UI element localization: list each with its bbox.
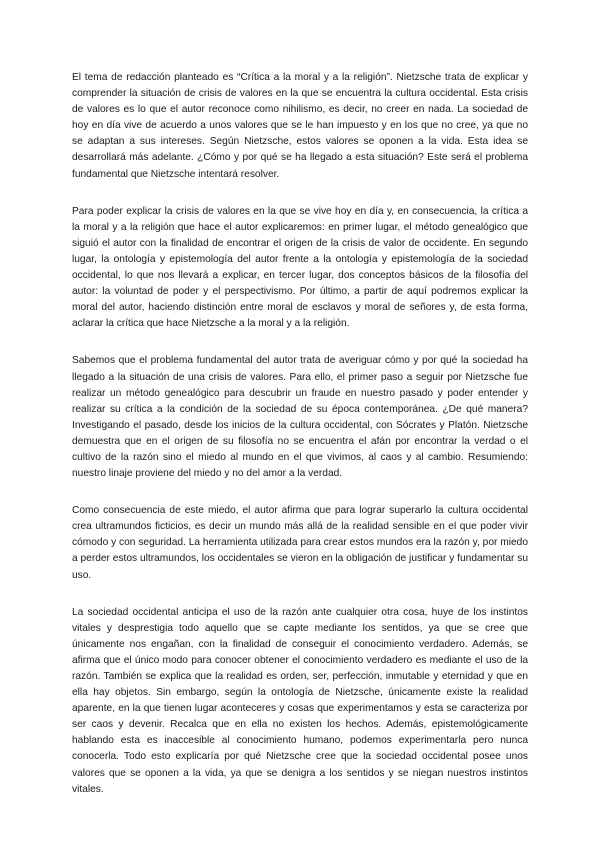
paragraph-intro: El tema de redacción planteado es “Crítica a la moral y a la religión”. Nietzsche trata de explicar y comprender la situación de crisis de valores en la que se encuentra la cultura occidental. Esta crisis de valores es lo que el autor reconoce como nihilismo, es decir, no creer en nada. La sociedad de hoy en día vive de acuerdo a unos valores que se le han impuesto y en los que no cree, ya que no se adaptan a sus intereses. Según Nietzsche, estos valores se oponen a la vida. Esta idea se desarrollará más adelante. ¿Cómo y por qué se ha llegado a esta situación? Este será el problema fundamental que Nietzsche intentará resolver. [72, 72, 528, 180]
paragraph-ultramundos: Como consecuencia de este miedo, el autor afirma que para lograr superarlo la cultura occidental crea ultramundos ficticios, es decir un mundo más allá de la realidad sensible en el que poder vivir cómodo y con seguridad. La herramienta utilizada para crear estos mundos era la razón y, por miedo a perder estos ultramundos, los occidentales se vieron en la obligación de justificar y fundamentar su uso. [72, 505, 528, 581]
paragraph-outline: Para poder explicar la crisis de valores en la que se vive hoy en día y, en consecuencia, la crítica a la moral y a la religión que hace el autor explicaremos: en primer lugar, el método genealógico que siguió el autor con la finalidad de encontrar el origen de la crisis de valor de occidente. En segundo lugar, la ontología y epistemología del autor frente a la ontología y epistemología de la sociedad occidental, lo que nos llevará a explicar, en tercer lugar, dos conceptos básicos de la filosofía del autor: la voluntad de poder y el perspectivismo. Por último, a partir de aquí podremos explicar la moral del autor, haciendo distinción entre moral de esclavos y moral de señores y, de esta forma, aclarar la crítica que hace Nietzsche a la moral y a la religión. [72, 205, 528, 330]
paragraph-ontology: La sociedad occidental anticipa el uso de la razón ante cualquier otra cosa, huye de los instintos vitales y desprestigia todo aquello que se capte mediante los sentidos, ya que se cree que únicamente nos engañan, con la finalidad de conseguir el conocimiento verdadero. Además, se afirma que el único modo para conocer obtener el conocimiento verdadero es mediante el uso de la razón. También se explica que la realidad es orden, ser, perfección, inmutable y eternidad y que en ella hay objetos. Sin embargo, según la ontología de Nietzsche, únicamente existe la realidad aparente, en la que tienen lugar aconteceres y cosas que experimentamos y esta se caracteriza por ser caos y devenir. Recalca que en ella no existen los hechos. Además, epistemológicamente hablando esta es inaccesible al conocimiento humano, podemos experimentarla pero nunca conocerla. Todo esto explicaría por qué Nietzsche cree que la sociedad occidental posee unos valores que se oponen a la vida, ya que se denigra a los sentidos y se niegan nuestros instintos vitales. [72, 606, 528, 795]
document-page [72, 70, 528, 819]
paragraph-genealogy: Sabemos que el problema fundamental del autor trata de averiguar cómo y por qué la sociedad ha llegado a la situación de una crisis de valores. Para ello, el primer paso a seguir por Nietzsche fue realizar un método genealógico para descubrir un fraude en nuestro pasado y poder entender y realizar su crítica a la condición de la sociedad de su época contemporánea. ¿De qué manera? Investigando el pasado, desde los inicios de la cultura occidental, con Sócrates y Platón. Nietzsche demuestra que en el origen de su filosofía no se encuentra el afán por encontrar la verdad o el cultivo de la razón sino el miedo al mundo en el que vivimos, al caos y al cambio. Resumiendo: nuestro linaje proviene del miedo y no del amor a la verdad. [72, 355, 528, 480]
